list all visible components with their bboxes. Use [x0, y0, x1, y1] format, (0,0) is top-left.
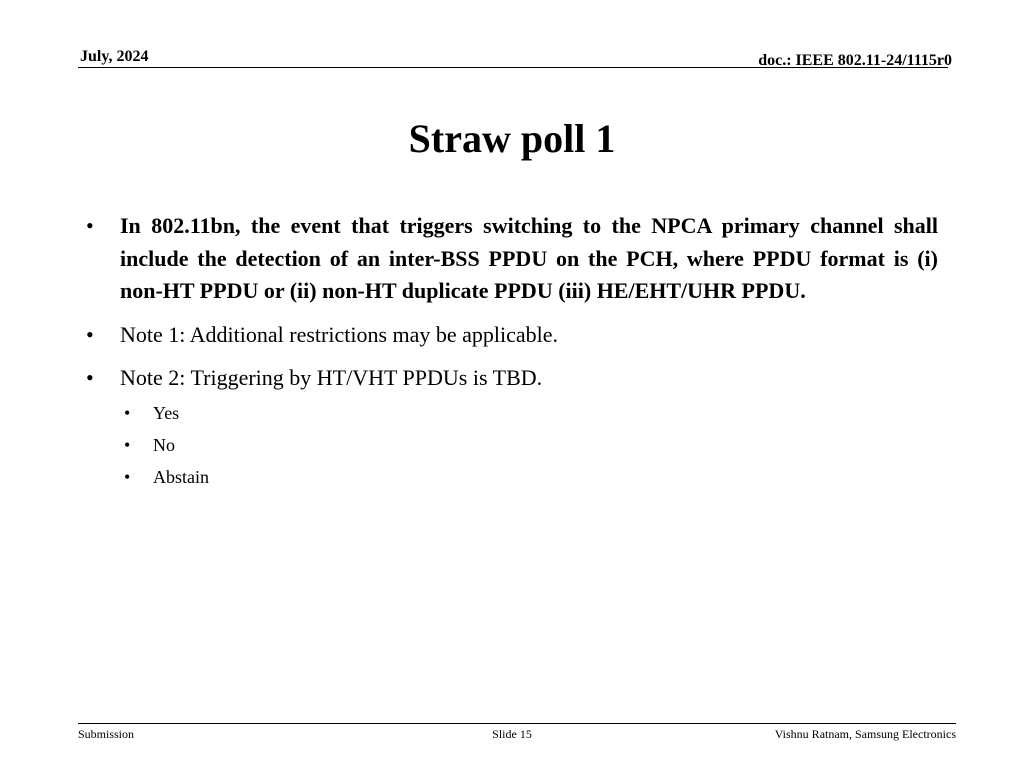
footer-divider — [78, 723, 956, 724]
header-divider — [78, 67, 948, 68]
footer-author: Vishnu Ratnam, Samsung Electronics — [774, 727, 956, 741]
option-label: Abstain — [153, 466, 209, 487]
bullet-icon: • — [86, 213, 94, 238]
sub-bullet-icon: • — [124, 434, 131, 455]
option-abstain — [86, 461, 938, 493]
option-label: Yes — [153, 402, 180, 423]
bullet-item-proposal — [86, 210, 938, 308]
bullet-icon: • — [86, 365, 94, 390]
bullet-text: Note 1: Additional restrictions may be applicable. — [120, 321, 559, 347]
bullet-item-note-1 — [86, 319, 938, 352]
option-yes — [86, 397, 938, 429]
slide-title: Straw poll 1 — [408, 116, 616, 161]
option-label: No — [153, 434, 175, 455]
bullet-text: In 802.11bn, the event that triggers switching to the NPCA primary channel shall include the detection of an inter-BSS PPDU on the PCH, where PPDU format is (i) non-HT PPDU or (ii) non-HT duplicate PPDU (iii) HE/EHT/UHR PPDU. — [120, 213, 938, 303]
option-no — [86, 429, 938, 461]
sub-bullet-icon: • — [124, 402, 131, 423]
header-date: July, 2024 — [80, 48, 149, 65]
footer-slide-number: Slide 15 — [492, 727, 532, 741]
sub-bullet-icon: • — [124, 466, 131, 487]
bullet-text: Note 2: Triggering by HT/VHT PPDUs is TBD. — [120, 365, 543, 390]
bullet-icon: • — [86, 321, 94, 347]
bullet-item-note-2 — [86, 362, 938, 395]
header-doc-id: doc.: IEEE 802.11-24/1115r0 — [758, 52, 952, 69]
footer-submission: Submission — [78, 727, 135, 741]
slide-body — [86, 210, 938, 493]
